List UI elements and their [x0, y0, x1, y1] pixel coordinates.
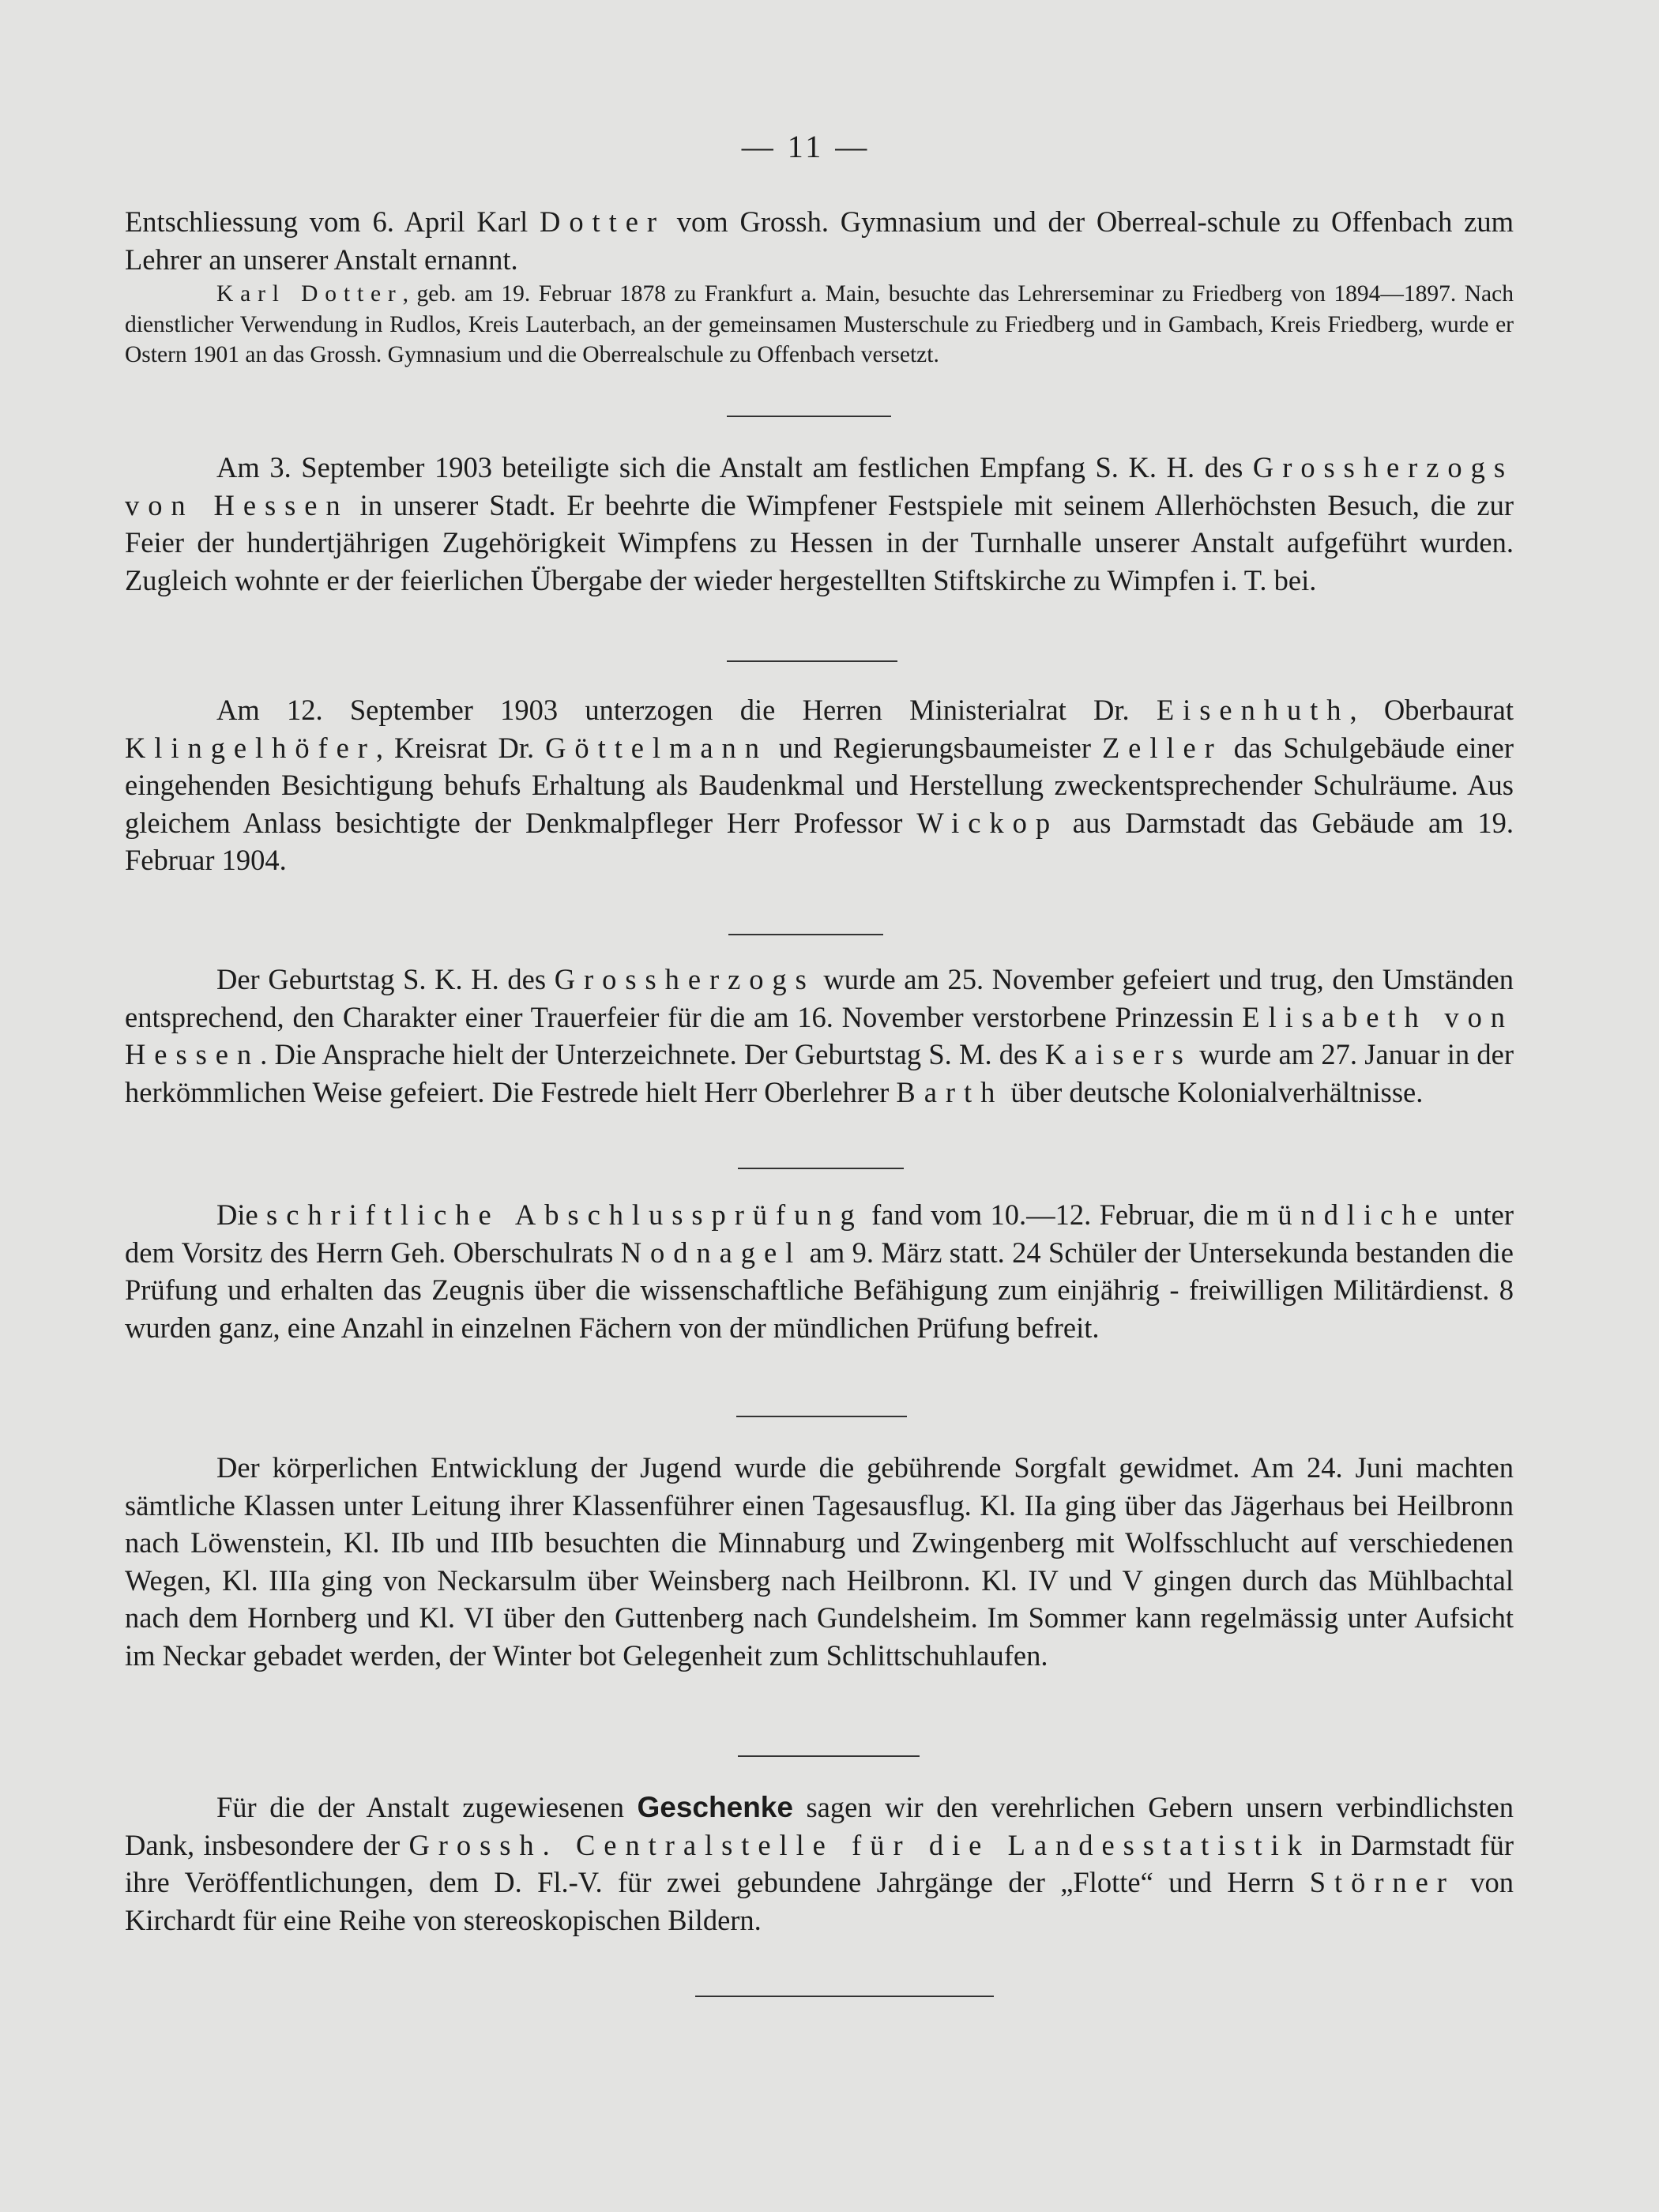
name-klingelhoefer: Klingelhöfer: [125, 731, 376, 764]
inspection-paragraph: [125, 691, 1514, 879]
gifts-paragraph: [125, 1789, 1514, 1939]
divider: [738, 1755, 920, 1757]
name-zeller: Zeller: [1101, 731, 1223, 764]
text-run: und Regierungsbaumeister: [767, 731, 1102, 764]
name-grossherzog: Grossherzogs von Hessen: [125, 451, 1514, 521]
name-eisenhuth: Eisenhuth: [1156, 694, 1350, 726]
section-gifts: [125, 1789, 1514, 1939]
text-run: über deutsche Kolonialverhältnisse.: [1003, 1075, 1424, 1108]
name-elisabeth-von-hessen: Elisabeth von Hessen: [125, 1000, 1514, 1070]
section-physical-development: [125, 1449, 1514, 1674]
text-run: Entschliessung vom 6. April Karl: [125, 205, 540, 238]
divider: [727, 416, 891, 417]
name-karl-dotter: Karl Dotter: [216, 281, 403, 307]
divider: [728, 934, 883, 935]
text-run: Die: [216, 1198, 267, 1231]
text-run: . Die Ansprache hielt der Unterzeichnete. Der Geburtstag S. M. des: [260, 1038, 1045, 1070]
text-run: sagen wir den verehrlichen Gebern unsern verbindlichsten Dank, insbesondere der: [125, 1791, 1514, 1861]
page-number: — 11 —: [741, 129, 871, 164]
name-grossherzog: Grossherzogs: [554, 963, 815, 995]
text-run: , geb. am 19. Februar 1878 zu Frankfurt a. Main, besuchte das Lehrerseminar zu Friedberg von 1894—1897. Nach dienstlicher Verwendung in Rudlos, Kreis Lauterbach, an der gemeinsamen Musterschule zu Friedberg und in Gambach, Kreis Friedberg, wurde er Ostern 1901 an das Grossh. Gymnasium und die Oberrealschule zu Offenbach versetzt.: [125, 281, 1514, 367]
text-run: Am 12. September 1903 unterzogen die Herren Ministerialrat Dr.: [216, 694, 1157, 726]
text-run: von Kirchardt für eine Reihe von stereoskopischen Bildern.: [125, 1866, 1514, 1936]
text-run: fand vom 10.—12. Februar, die: [863, 1198, 1247, 1231]
biography-paragraph: [125, 279, 1514, 371]
text-run: Der Geburtstag S. K. H. des: [216, 963, 555, 995]
divider: [695, 1996, 994, 1997]
name-wickop: Wickop: [916, 806, 1059, 839]
text-run: vom Grossh. Gymnasium und der Oberreal-schule zu Offenbach zum Lehrer an unserer Anstalt ernannt.: [125, 205, 1514, 276]
divider: [738, 1168, 904, 1169]
name-nodnagel: Nodnagel: [620, 1236, 803, 1269]
name-dotter: Dotter: [540, 205, 665, 238]
text-run: , Kreisrat Dr.: [375, 731, 546, 764]
exam-oral: mündliche: [1247, 1198, 1446, 1231]
name-goettelmann: Göttelmann: [545, 731, 768, 764]
name-kaiser: Kaisers: [1044, 1038, 1192, 1070]
text-run: am 9. März statt. 24 Schüler der Untersekunda bestanden die Prüfung und erhalten das Zeugnis über die wissenschaftliche Befähigung zum einjährig - freiwilligen Militärdienst. 8 wurden ganz, eine Anzahl in einzelnen Fächern von der mündlichen Prüfung befreit.: [125, 1236, 1514, 1344]
gifts-heading: Geschenke: [637, 1791, 793, 1823]
text-run: Für die der Anstalt zugewiesenen: [216, 1791, 638, 1823]
excursion-paragraph: Der körperlichen Entwicklung der Jugend wurde die gebührende Sorgfalt gewidmet. Am 24. Juni machten sämtliche Klassen unter Leitung ihrer Klassenführer einen Tagesausflug. Kl. IIa ging über das Jägerhaus bei Heilbronn nach Löwenstein, Kl. IIb und IIIb besuchten die Minnaburg und Zwingenberg mit Wolfsschlucht auf verschiedenen Wegen, Kl. IIIa ging von Neckarsulm über Weinsberg nach Heilbronn. Kl. IV und V gingen durch das Mühlbachtal nach dem Hornberg und Kl. VI über den Guttenberg nach Gundelsheim. Im Sommer kann regelmässig unter Aufsicht im Neckar gebadet werden, der Winter bot Gelegenheit zum Schlittschuhlaufen.: [125, 1451, 1514, 1672]
section-inspection: [125, 691, 1514, 879]
text-run: in Darmstadt für ihre Veröffentlichungen, dem D. Fl.-V. für zwei gebundene Jahrgänge der „Flotte“ und Herrn: [125, 1828, 1514, 1898]
text-run: wurde am 25. November gefeiert und trug, den Umständen entsprechend, den Charakter einer Trauerfeier für die am 16. November verstorbene Prinzessin: [125, 963, 1514, 1033]
text-run: in unserer Stadt. Er beehrte die Wimpfener Festspiele mit seinem Allerhöchsten Besuch, die zur Feier der hundertjährigen Zugehörigkeit Wimpfens zu Hessen in der Turnhalle unserer Anstalt aufgeführt wurden. Zugleich wohnte er der feierlichen Übergabe der wieder hergestellten Stiftskirche zu Wimpfen i. T. bei.: [125, 488, 1514, 596]
exam-paragraph: [125, 1196, 1514, 1346]
section-birthdays: [125, 961, 1514, 1111]
section-appointment: [125, 203, 1514, 371]
section-grand-duke-visit: [125, 449, 1514, 599]
text-run: Am 3. September 1903 beteiligte sich die Anstalt am festlichen Empfang S. K. H. des: [216, 451, 1253, 483]
text-run: aus Darmstadt das Gebäude am 19. Februar 1904.: [125, 806, 1514, 876]
text-run: , Oberbaurat: [1349, 694, 1514, 726]
text-run: unter dem Vorsitz des Herrn Geh. Oberschulrats: [125, 1198, 1514, 1269]
birthdays-paragraph: [125, 961, 1514, 1111]
divider: [727, 660, 897, 662]
visit-paragraph: [125, 449, 1514, 599]
text-run: wurde am 27. Januar in der herkömmlichen Weise gefeiert. Die Festrede hielt Herr Oberlehrer: [125, 1038, 1514, 1108]
name-stoerner: Störner: [1309, 1866, 1455, 1898]
appointment-paragraph: [125, 203, 1514, 278]
exam-written: schriftliche Abschlussprüfung: [266, 1198, 863, 1231]
name-barth: Barth: [896, 1075, 1004, 1108]
name-centralstelle: Grossh. Centralstelle für die Landesstatistik: [408, 1828, 1311, 1861]
text-run: das Schulgebäude einer eingehenden Besichtigung behufs Erhaltung als Baudenkmal und Herstellung zweckentsprechender Schulräume. Aus gleichem Anlass besichtigte der Denkmalpfleger Herr Professor: [125, 731, 1514, 839]
divider: [736, 1416, 907, 1417]
section-exam: [125, 1196, 1514, 1346]
